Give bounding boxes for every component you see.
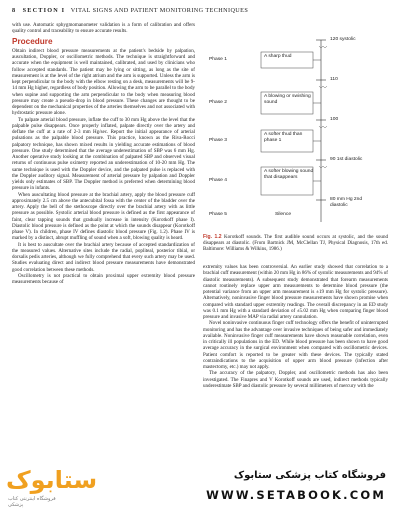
phase-3-label: Phase 3 xyxy=(209,138,227,143)
phase-2-label: Phase 2 xyxy=(209,100,227,105)
body-paragraph: To palpate arterial blood pressure, inflate the cuff to 30 mm Hg above the level that the palpable pulse disappears. Once properly inflated, palpate directly over the artery and deflate the cuff at a rate of 2-3 mm Hg/sec. Report the initial appearance of arterial pulsations as the palpable blood pressure. This practice, known as the Riva-Rocci palpatory technique, has shown mixed results in yielding accurate estimations of blood pressure. One study determined that the average underestimation of SBP was 6 mm Hg. Another operative study looking at the combination of palpated SBP and observed visual returns of continuous pulse oximetry reported an underestimation of 10-20 mm Hg. The same technique is used with the Doppler device, and the palpated pulse is replaced with the Doppler auditory signal. Measurement of arterial pressure by palpation and Doppler yields only estimates of SBP. The Doppler method is preferred when determining blood pressure in infants. xyxy=(12,116,195,192)
phase-1-label: Phase 1 xyxy=(209,57,227,62)
body-paragraph: It is best to auscultate over the brachial artery because of accepted standardization of the measured values. Alternative sites include the radial, popliteal, posterior tibial, or dorsalis pedis arteries, although we fully comprehend that every such artery may be used. Studies evaluating direct and indirect blood pressure measurements have demonstrated good correlation between these methods. xyxy=(12,241,195,273)
pressure-90-label: 90 1st diastolic xyxy=(330,157,363,162)
phase-4-sound: A softer blowing sound that disappears xyxy=(264,169,314,180)
site-url[interactable]: WWW.SETABOOK.COM xyxy=(206,488,386,502)
phase-5-sound: Silence xyxy=(275,212,292,217)
logo-subtitle: فروشگاه اینترنتی کتاب پزشکی xyxy=(8,496,56,508)
pressure-100-label: 100 xyxy=(330,117,339,122)
left-column xyxy=(12,22,195,458)
body-paragraph: Novel noninvasive continuous finger cuff technology offers the benefit of uninterrupted monitoring and has the advantage over invasive techniques of being safer and immediately available. Noninvasive finger cuff measurements have shown reasonable correlation, even in critically ill populations in the ED. While blood pressure has been shown to have good average accuracy in the surgical environment when compared with oscillometric devices. Patient comfort is reported to be greater with these devices. The typically stated contraindications to the acquisition of upper arm blood pressure (infection after mastectomy, etc.) may not apply. xyxy=(203,320,388,370)
korotkoff-figure xyxy=(203,22,388,232)
setabook-logo xyxy=(6,466,98,508)
pressure-80-label: 80 mm Hg 2nd diastolic xyxy=(330,197,363,208)
procedure-heading: Procedure xyxy=(12,36,53,46)
body-paragraph: Obtain indirect blood pressure measurements at the patient's bedside by palpation, auscultation, Doppler, or oscillometric methods. The technique is straightforward and accurate when the equipment is well maintained, calibrated, and used by clinicians who follow accepted standards. The patient may be lying or sitting, as long as the site of measurement is at the level of the right atrium and the arm is supported. Unless the arm is kept perpendicular to the body with the elbow resting on a desk, measurements will be 9-14 mm Hg higher, regardless of body position. Allowing the arm to be parallel to the body when supine and supporting the arm perpendicular to the body when measuring blood pressure may create a pseudo-drop in blood pressure. These changes are thought to be dependent on the mechanical properties of the arteries themselves and not associated with hydrostatic pressure alone. xyxy=(12,47,195,117)
running-header xyxy=(12,7,388,17)
phase-2-sound: A blowing or swishing sound xyxy=(264,94,311,105)
intro-paragraph: with use. Automatic sphygmomanometer validation is a form of calibration and offers quality control and traceability to ensure accurate results. xyxy=(12,22,195,35)
watermark-footer xyxy=(0,462,400,512)
logo-wordmark: ستابوک xyxy=(6,466,98,494)
phase-3-sound: A softer thud than phase 1 xyxy=(264,132,303,143)
figure-caption-text: Korotkoff sounds. The first audible sound occurs at systolic, and the sound disappears at diastolic. (From Bartnick JM, McClellan TJ, Physical Diagnosis, 17th ed. Baltimore: Williams & Wilkins, 1986.) xyxy=(203,234,389,253)
figure-number: Fig. 1.2 xyxy=(203,234,222,240)
pressure-110-label: 110 xyxy=(330,77,338,82)
figure-caption xyxy=(203,234,388,253)
page-number: 8 xyxy=(12,7,16,14)
section-label: SECTION I xyxy=(22,7,66,14)
site-name-fa: فروشگاه کتاب پزشکی ستابوک xyxy=(233,470,386,481)
body-paragraph: extremity values has been controversial. An earlier study showed that correlation to a brachial cuff measurement (within 20 mm Hg in 86% of systolic measurements and 94% of diastolic measurements). A subsequent study demonstrated that forearm measurements cannot routinely replace upper arm measurements to determine blood pressure (the potential variance from an upper arm measurement is ±19 mm Hg for systolic pressure). Alternatively, noninvasive finger blood pressure measurements have shown promise when compared with standard upper extremity readings. The overall discrepancy in an ED study was 0.1 mm Hg with a standard deviation of ±5.02 mm Hg when comparing finger blood pressure and invasive MAP via radial artery cannulation. xyxy=(203,264,388,320)
phase-4-label: Phase 4 xyxy=(209,178,227,183)
phase-1-sound: A sharp thud xyxy=(264,54,292,59)
body-paragraph: The accuracy of the palpatory, Doppler, and oscillometric methods has also been investigated. The Finapres and V Korotkoff sounds are used, indirect methods typically underestimate SBP and diastolic pressure by several millimeters of mercury with the xyxy=(203,370,388,389)
right-column xyxy=(203,264,388,462)
phase-5-label: Phase 5 xyxy=(209,212,227,217)
section-title: VITAL SIGNS AND PATIENT MONITORING TECHNIQUES xyxy=(70,7,249,14)
body-paragraph: Oscillometry is not practical to obtain proximal upper extremity blood pressure measurements because of xyxy=(12,272,195,285)
pressure-120-label: 120 systolic xyxy=(330,37,356,42)
body-paragraph: When auscultating blood pressure at the brachial artery, apply the blood pressure cuff approximately 2.5 cm above the antecubital fossa with the center of the bladder over the artery. Apply the bell of the stethoscope directly over the brachial artery with as little pressure as possible. Systolic arterial blood pressure is defined as the first appearance of faint, clear tapping sounds that gradually increase in intensity (Korotkoff phase I). Diastolic blood pressure is defined as the point at which the sounds disappear (Korotkoff phase V). In children, phase IV defines diastolic blood pressure (Fig. 1.2). Phase IV is marked by a distinct, abrupt muffling of sound when a soft, blowing quality is heard. xyxy=(12,191,195,242)
